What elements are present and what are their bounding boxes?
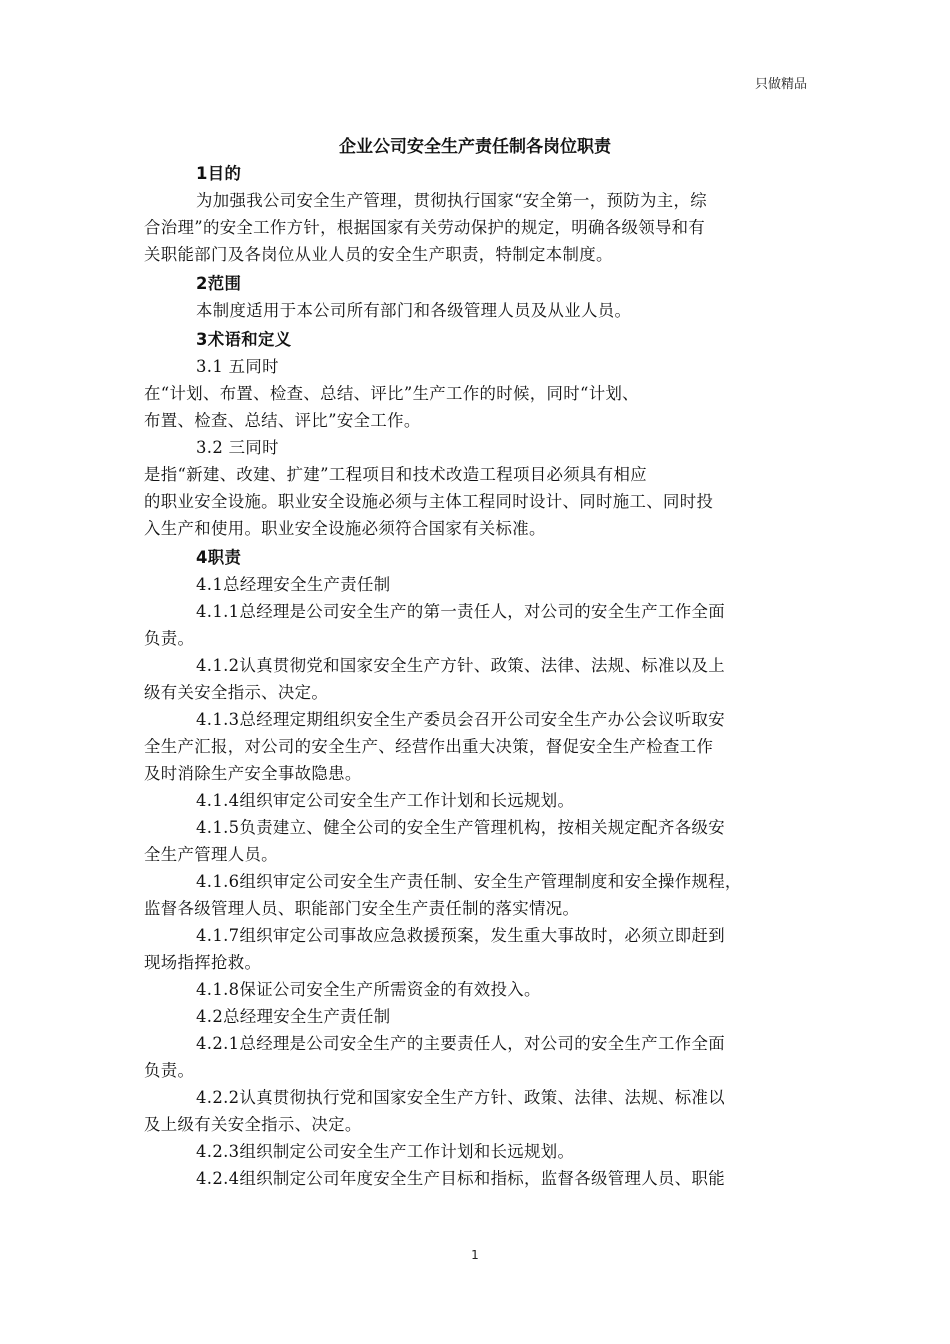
paragraph-line: 负责。 [144, 629, 195, 648]
paragraph-line: 4.1.7组织审定公司事故应急救援预案，发生重大事故时，必须立即赶到 [196, 926, 725, 945]
paragraph-line: 本制度适用于本公司所有部门和各级管理人员及从业人员。 [196, 301, 632, 320]
paragraph-line: 4.2.3组织制定公司安全生产工作计划和长远规划。 [196, 1142, 575, 1161]
paragraph-line: 4.2.4组织制定公司年度安全生产目标和指标，监督各级管理人员、职能 [196, 1169, 725, 1188]
paragraph-line: 及时消除生产安全事故隐患。 [144, 764, 362, 783]
paragraph-line: 全生产管理人员。 [144, 845, 278, 864]
subsection-heading: 3.1 五同时 [196, 357, 279, 376]
paragraph-line: 及上级有关安全指示、决定。 [144, 1115, 362, 1134]
subsection-heading: 4.1总经理安全生产责任制 [196, 575, 391, 594]
section-heading: 3术语和定义 [196, 330, 292, 349]
paragraph-line: 4.1.5负责建立、健全公司的安全生产管理机构，按相关规定配齐各级安 [196, 818, 725, 837]
paragraph-line: 监督各级管理人员、职能部门安全生产责任制的落实情况。 [144, 899, 580, 918]
paragraph-line: 合治理”的安全工作方针，根据国家有关劳动保护的规定，明确各级领导和有 [144, 218, 706, 237]
paragraph-line: 现场指挥抢救。 [144, 953, 262, 972]
paragraph-line: 布置、检查、总结、评比”安全工作。 [144, 411, 421, 430]
paragraph-line: 4.2.2认真贯彻执行党和国家安全生产方针、政策、法律、法规、标准以 [196, 1088, 725, 1107]
subsection-heading: 3.2 三同时 [196, 438, 279, 457]
document-title: 企业公司安全生产责任制各岗位职责 [339, 137, 611, 157]
paragraph-line: 4.2.1总经理是公司安全生产的主要责任人，对公司的安全生产工作全面 [196, 1034, 725, 1053]
paragraph-line: 4.1.1总经理是公司安全生产的第一责任人，对公司的安全生产工作全面 [196, 602, 725, 621]
paragraph-line: 4.1.3总经理定期组织安全生产委员会召开公司安全生产办公会议听取安 [196, 710, 725, 729]
paragraph-line: 入生产和使用。职业安全设施必须符合国家有关标准。 [144, 519, 546, 538]
paragraph-line: 为加强我公司安全生产管理，贯彻执行国家“安全第一，预防为主，综 [196, 191, 707, 210]
section-heading: 4职责 [196, 548, 242, 567]
paragraph-line: 4.1.2认真贯彻党和国家安全生产方针、政策、法律、法规、标准以及上 [196, 656, 725, 675]
paragraph-line: 负责。 [144, 1061, 195, 1080]
section-heading: 1目的 [196, 164, 242, 183]
paragraph-line: 全生产汇报，对公司的安全生产、经营作出重大决策，督促安全生产检查工作 [144, 737, 714, 756]
subsection-heading: 4.2总经理安全生产责任制 [196, 1007, 391, 1026]
paragraph-line: 4.1.6组织审定公司安全生产责任制、安全生产管理制度和安全操作规程， [196, 872, 742, 891]
paragraph-line: 关职能部门及各岗位从业人员的安全生产职责，特制定本制度。 [144, 245, 613, 264]
section-heading: 2范围 [196, 274, 242, 293]
paragraph-line: 4.1.4组织审定公司安全生产工作计划和长远规划。 [196, 791, 575, 810]
header-note: 只做精品 [754, 77, 807, 92]
paragraph-line: 在“计划、布置、检查、总结、评比”生产工作的时候，同时“计划、 [144, 384, 639, 403]
paragraph-line: 的职业安全设施。职业安全设施必须与主体工程同时设计、同时施工、同时投 [144, 492, 714, 511]
document-body [144, 160, 806, 1192]
paragraph-line: 是指“新建、改建、扩建”工程项目和技术改造工程项目必须具有相应 [144, 465, 647, 484]
paragraph-line: 级有关安全指示、决定。 [144, 683, 329, 702]
page-number: 1 [471, 1248, 479, 1262]
paragraph-line: 4.1.8保证公司安全生产所需资金的有效投入。 [196, 980, 541, 999]
